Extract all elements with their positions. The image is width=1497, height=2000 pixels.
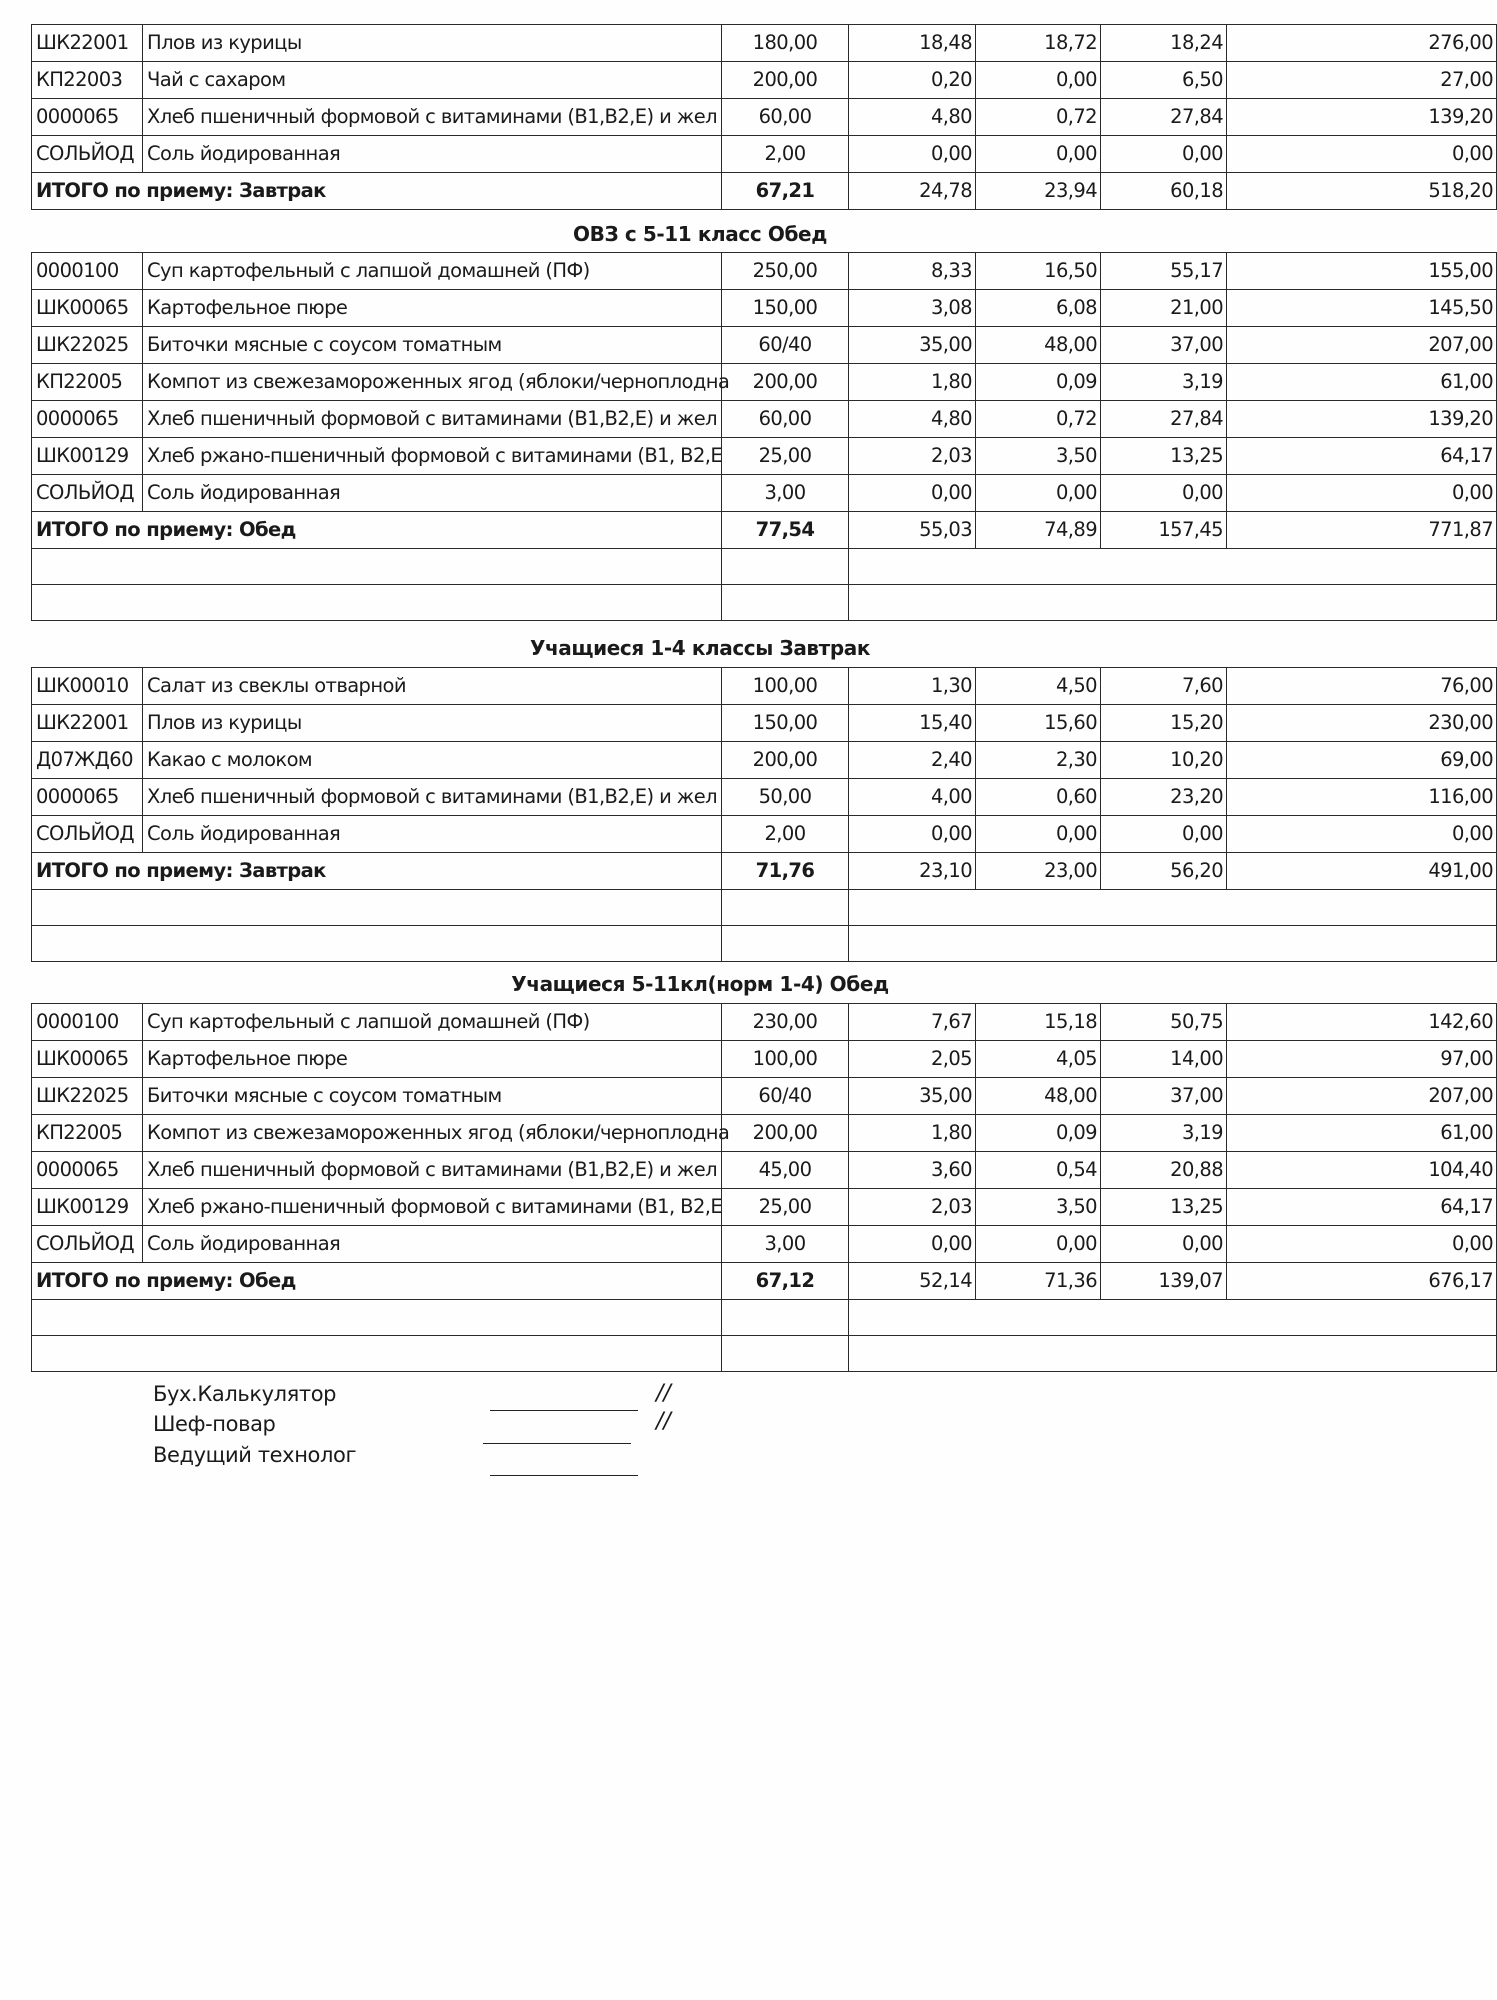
item-proteins: 35,00: [849, 1078, 976, 1115]
item-carbs: 7,60: [1101, 668, 1227, 705]
blank-cell: [849, 1300, 1497, 1336]
blank-cell: [32, 926, 722, 962]
section-heading-grades-1-4-breakfast: Учащиеся 1-4 классы Завтрак: [529, 636, 871, 660]
item-portion: 60/40: [722, 1078, 849, 1115]
item-carbs: 3,19: [1101, 364, 1227, 401]
table-row: [32, 438, 1497, 475]
item-energy: 139,20: [1227, 401, 1497, 438]
item-portion: 2,00: [722, 136, 849, 173]
blank-cell: [849, 890, 1497, 926]
item-portion: 150,00: [722, 705, 849, 742]
item-fats: 48,00: [976, 1078, 1101, 1115]
item-portion: 45,00: [722, 1152, 849, 1189]
item-fats: 0,00: [976, 136, 1101, 173]
item-name: Плов из курицы: [143, 25, 722, 62]
item-code: СОЛЬЙОД: [32, 475, 143, 512]
item-carbs: 0,00: [1101, 816, 1227, 853]
blank-cell: [32, 1300, 722, 1336]
item-fats: 4,05: [976, 1041, 1101, 1078]
item-carbs: 27,84: [1101, 401, 1227, 438]
item-carbs: 50,75: [1101, 1004, 1227, 1041]
item-name: Какао с молоком: [143, 742, 722, 779]
item-energy: 276,00: [1227, 25, 1497, 62]
item-proteins: 4,80: [849, 99, 976, 136]
item-carbs: 10,20: [1101, 742, 1227, 779]
item-carbs: 55,17: [1101, 253, 1227, 290]
item-energy: 27,00: [1227, 62, 1497, 99]
item-code: 0000065: [32, 1152, 143, 1189]
item-code: ШК22025: [32, 1078, 143, 1115]
item-name: Хлеб пшеничный формовой с витаминами (В1,В2,Е) и жел: [143, 401, 722, 438]
table-row: [32, 816, 1497, 853]
item-name: Соль йодированная: [143, 136, 722, 173]
item-portion: 230,00: [722, 1004, 849, 1041]
item-portion: 60,00: [722, 99, 849, 136]
item-name: Биточки мясные с соусом томатным: [143, 1078, 722, 1115]
item-name: Салат из свеклы отварной: [143, 668, 722, 705]
table-row: [32, 99, 1497, 136]
item-energy: 230,00: [1227, 705, 1497, 742]
item-code: КП22005: [32, 1115, 143, 1152]
item-energy: 0,00: [1227, 475, 1497, 512]
blank-cell: [849, 1336, 1497, 1372]
total-row: [32, 1263, 1497, 1300]
total-fats: 71,36: [976, 1263, 1101, 1300]
item-energy: 207,00: [1227, 1078, 1497, 1115]
item-code: 0000065: [32, 99, 143, 136]
signature-role-chef: Шеф-повар: [153, 1412, 276, 1436]
table-row: [32, 1189, 1497, 1226]
total-price: 67,12: [722, 1263, 849, 1300]
item-code: ШК00129: [32, 1189, 143, 1226]
item-carbs: 0,00: [1101, 475, 1227, 512]
total-row: [32, 853, 1497, 890]
item-carbs: 3,19: [1101, 1115, 1227, 1152]
blank-cell: [722, 926, 849, 962]
item-carbs: 21,00: [1101, 290, 1227, 327]
total-fats: 23,94: [976, 173, 1101, 210]
item-fats: 6,08: [976, 290, 1101, 327]
item-code: 0000100: [32, 1004, 143, 1041]
item-portion: 200,00: [722, 742, 849, 779]
table-row: [32, 25, 1497, 62]
item-code: ШК00065: [32, 1041, 143, 1078]
item-code: 0000100: [32, 253, 143, 290]
menu-table-ovz-lunch: [31, 252, 1497, 621]
blank-cell: [722, 585, 849, 621]
item-name: Чай с сахаром: [143, 62, 722, 99]
item-carbs: 20,88: [1101, 1152, 1227, 1189]
total-label: ИТОГО по приему: Завтрак: [32, 173, 722, 210]
item-energy: 69,00: [1227, 742, 1497, 779]
item-energy: 104,40: [1227, 1152, 1497, 1189]
item-proteins: 4,80: [849, 401, 976, 438]
item-portion: 200,00: [722, 62, 849, 99]
item-fats: 48,00: [976, 327, 1101, 364]
item-carbs: 0,00: [1101, 1226, 1227, 1263]
item-proteins: 0,00: [849, 475, 976, 512]
item-proteins: 0,00: [849, 136, 976, 173]
item-code: ШК00010: [32, 668, 143, 705]
item-fats: 0,09: [976, 364, 1101, 401]
item-proteins: 35,00: [849, 327, 976, 364]
blank-row: [32, 1300, 1497, 1336]
item-code: ШК22001: [32, 25, 143, 62]
table-row: [32, 62, 1497, 99]
item-fats: 0,60: [976, 779, 1101, 816]
total-carbs: 157,45: [1101, 512, 1227, 549]
item-carbs: 27,84: [1101, 99, 1227, 136]
total-energy: 676,17: [1227, 1263, 1497, 1300]
signature-line-accountant: [490, 1410, 638, 1411]
table-row: [32, 136, 1497, 173]
table-row: [32, 1152, 1497, 1189]
table-row: [32, 364, 1497, 401]
item-portion: 50,00: [722, 779, 849, 816]
item-code: СОЛЬЙОД: [32, 136, 143, 173]
item-proteins: 1,80: [849, 364, 976, 401]
item-code: ШК00065: [32, 290, 143, 327]
item-code: КП22005: [32, 364, 143, 401]
total-energy: 771,87: [1227, 512, 1497, 549]
item-energy: 61,00: [1227, 1115, 1497, 1152]
signature-role-accountant: Бух.Калькулятор: [153, 1382, 337, 1406]
item-name: Соль йодированная: [143, 1226, 722, 1263]
item-energy: 0,00: [1227, 816, 1497, 853]
item-carbs: 18,24: [1101, 25, 1227, 62]
item-energy: 0,00: [1227, 1226, 1497, 1263]
blank-cell: [722, 1300, 849, 1336]
item-name: Суп картофельный с лапшой домашней (ПФ): [143, 1004, 722, 1041]
item-portion: 25,00: [722, 1189, 849, 1226]
menu-table-breakfast-continued: [31, 24, 1497, 210]
total-fats: 74,89: [976, 512, 1101, 549]
item-portion: 100,00: [722, 1041, 849, 1078]
menu-table-grades-5-11-lunch: [31, 1003, 1497, 1372]
table-row: [32, 1041, 1497, 1078]
item-portion: 150,00: [722, 290, 849, 327]
item-portion: 60/40: [722, 327, 849, 364]
item-name: Плов из курицы: [143, 705, 722, 742]
item-carbs: 23,20: [1101, 779, 1227, 816]
blank-cell: [32, 585, 722, 621]
item-energy: 155,00: [1227, 253, 1497, 290]
item-name: Соль йодированная: [143, 816, 722, 853]
table-row: [32, 1004, 1497, 1041]
blank-cell: [32, 549, 722, 585]
item-fats: 0,54: [976, 1152, 1101, 1189]
item-proteins: 15,40: [849, 705, 976, 742]
total-price: 77,54: [722, 512, 849, 549]
item-energy: 139,20: [1227, 99, 1497, 136]
total-proteins: 52,14: [849, 1263, 976, 1300]
item-portion: 3,00: [722, 1226, 849, 1263]
item-name: Хлеб пшеничный формовой с витаминами (В1,В2,Е) и жел: [143, 779, 722, 816]
item-proteins: 0,00: [849, 816, 976, 853]
item-proteins: 0,20: [849, 62, 976, 99]
table-row: [32, 253, 1497, 290]
blank-row: [32, 1336, 1497, 1372]
item-code: КП22003: [32, 62, 143, 99]
blank-row: [32, 926, 1497, 962]
item-fats: 3,50: [976, 438, 1101, 475]
item-fats: 0,09: [976, 1115, 1101, 1152]
item-code: Д07ЖД60: [32, 742, 143, 779]
item-portion: 60,00: [722, 401, 849, 438]
item-portion: 200,00: [722, 364, 849, 401]
item-proteins: 2,40: [849, 742, 976, 779]
item-portion: 25,00: [722, 438, 849, 475]
section-heading-grades-5-11-lunch: Учащиеся 5-11кл(норм 1-4) Обед: [511, 972, 889, 996]
item-proteins: 1,80: [849, 1115, 976, 1152]
blank-cell: [32, 1336, 722, 1372]
item-portion: 100,00: [722, 668, 849, 705]
total-proteins: 23,10: [849, 853, 976, 890]
item-portion: 2,00: [722, 816, 849, 853]
item-proteins: 7,67: [849, 1004, 976, 1041]
table-row: [32, 290, 1497, 327]
item-fats: 0,00: [976, 816, 1101, 853]
total-row: [32, 173, 1497, 210]
blank-row: [32, 585, 1497, 621]
signature-mark-accountant: //: [656, 1381, 671, 1406]
item-fats: 3,50: [976, 1189, 1101, 1226]
item-energy: 0,00: [1227, 136, 1497, 173]
item-proteins: 18,48: [849, 25, 976, 62]
item-portion: 3,00: [722, 475, 849, 512]
blank-cell: [32, 890, 722, 926]
item-fats: 0,00: [976, 475, 1101, 512]
item-energy: 207,00: [1227, 327, 1497, 364]
item-code: СОЛЬЙОД: [32, 816, 143, 853]
blank-cell: [849, 585, 1497, 621]
item-name: Хлеб ржано-пшеничный формовой с витаминами (В1, В2,Е: [143, 1189, 722, 1226]
item-energy: 64,17: [1227, 1189, 1497, 1226]
item-name: Хлеб ржано-пшеничный формовой с витаминами (В1, В2,Е: [143, 438, 722, 475]
item-energy: 61,00: [1227, 364, 1497, 401]
item-fats: 2,30: [976, 742, 1101, 779]
table-row: [32, 475, 1497, 512]
total-carbs: 60,18: [1101, 173, 1227, 210]
item-energy: 145,50: [1227, 290, 1497, 327]
item-code: СОЛЬЙОД: [32, 1226, 143, 1263]
item-portion: 250,00: [722, 253, 849, 290]
item-carbs: 13,25: [1101, 1189, 1227, 1226]
total-label: ИТОГО по приему: Обед: [32, 1263, 722, 1300]
total-fats: 23,00: [976, 853, 1101, 890]
blank-row: [32, 549, 1497, 585]
item-name: Суп картофельный с лапшой домашней (ПФ): [143, 253, 722, 290]
item-name: Соль йодированная: [143, 475, 722, 512]
item-proteins: 3,08: [849, 290, 976, 327]
item-code: ШК00129: [32, 438, 143, 475]
section-heading-ovz-lunch: ОВЗ с 5-11 класс Обед: [573, 222, 827, 246]
item-name: Биточки мясные с соусом томатным: [143, 327, 722, 364]
item-proteins: 0,00: [849, 1226, 976, 1263]
table-row: [32, 327, 1497, 364]
item-fats: 0,00: [976, 62, 1101, 99]
item-fats: 15,60: [976, 705, 1101, 742]
item-name: Хлеб пшеничный формовой с витаминами (В1,В2,Е) и жел: [143, 1152, 722, 1189]
item-carbs: 15,20: [1101, 705, 1227, 742]
item-fats: 18,72: [976, 25, 1101, 62]
total-price: 67,21: [722, 173, 849, 210]
item-name: Картофельное пюре: [143, 1041, 722, 1078]
total-proteins: 24,78: [849, 173, 976, 210]
blank-row: [32, 890, 1497, 926]
item-carbs: 37,00: [1101, 327, 1227, 364]
table-row: [32, 668, 1497, 705]
blank-cell: [722, 890, 849, 926]
item-proteins: 2,05: [849, 1041, 976, 1078]
item-carbs: 37,00: [1101, 1078, 1227, 1115]
total-row: [32, 512, 1497, 549]
item-fats: 0,72: [976, 401, 1101, 438]
signature-role-lead-technologist: Ведущий технолог: [153, 1443, 357, 1467]
item-energy: 76,00: [1227, 668, 1497, 705]
item-code: ШК22001: [32, 705, 143, 742]
item-name: Компот из свежезамороженных ягод (яблоки/черноплодна: [143, 364, 722, 401]
item-fats: 4,50: [976, 668, 1101, 705]
total-price: 71,76: [722, 853, 849, 890]
blank-cell: [722, 1336, 849, 1372]
item-carbs: 13,25: [1101, 438, 1227, 475]
item-energy: 64,17: [1227, 438, 1497, 475]
total-carbs: 56,20: [1101, 853, 1227, 890]
item-carbs: 0,00: [1101, 136, 1227, 173]
signature-line-chef: [483, 1443, 631, 1444]
item-energy: 97,00: [1227, 1041, 1497, 1078]
item-energy: 116,00: [1227, 779, 1497, 816]
item-proteins: 3,60: [849, 1152, 976, 1189]
item-portion: 180,00: [722, 25, 849, 62]
menu-table-grades-1-4-breakfast: [31, 667, 1497, 962]
item-code: 0000065: [32, 779, 143, 816]
item-energy: 142,60: [1227, 1004, 1497, 1041]
item-proteins: 2,03: [849, 1189, 976, 1226]
item-carbs: 14,00: [1101, 1041, 1227, 1078]
table-row: [32, 1115, 1497, 1152]
item-fats: 0,72: [976, 99, 1101, 136]
item-carbs: 6,50: [1101, 62, 1227, 99]
item-portion: 200,00: [722, 1115, 849, 1152]
blank-cell: [849, 926, 1497, 962]
total-carbs: 139,07: [1101, 1263, 1227, 1300]
table-row: [32, 705, 1497, 742]
total-label: ИТОГО по приему: Обед: [32, 512, 722, 549]
item-name: Компот из свежезамороженных ягод (яблоки/черноплодна: [143, 1115, 722, 1152]
item-fats: 0,00: [976, 1226, 1101, 1263]
item-proteins: 8,33: [849, 253, 976, 290]
table-row: [32, 742, 1497, 779]
table-row: [32, 779, 1497, 816]
item-fats: 16,50: [976, 253, 1101, 290]
blank-cell: [849, 549, 1497, 585]
item-name: Картофельное пюре: [143, 290, 722, 327]
total-energy: 518,20: [1227, 173, 1497, 210]
table-row: [32, 1078, 1497, 1115]
signature-line-lead-technologist: [490, 1475, 638, 1476]
blank-cell: [722, 549, 849, 585]
item-code: ШК22025: [32, 327, 143, 364]
total-label: ИТОГО по приему: Завтрак: [32, 853, 722, 890]
item-proteins: 4,00: [849, 779, 976, 816]
total-energy: 491,00: [1227, 853, 1497, 890]
total-proteins: 55,03: [849, 512, 976, 549]
item-code: 0000065: [32, 401, 143, 438]
item-fats: 15,18: [976, 1004, 1101, 1041]
table-row: [32, 1226, 1497, 1263]
item-proteins: 2,03: [849, 438, 976, 475]
signature-mark-chef: //: [656, 1409, 671, 1434]
item-name: Хлеб пшеничный формовой с витаминами (В1,В2,Е) и жел: [143, 99, 722, 136]
table-row: [32, 401, 1497, 438]
item-proteins: 1,30: [849, 668, 976, 705]
